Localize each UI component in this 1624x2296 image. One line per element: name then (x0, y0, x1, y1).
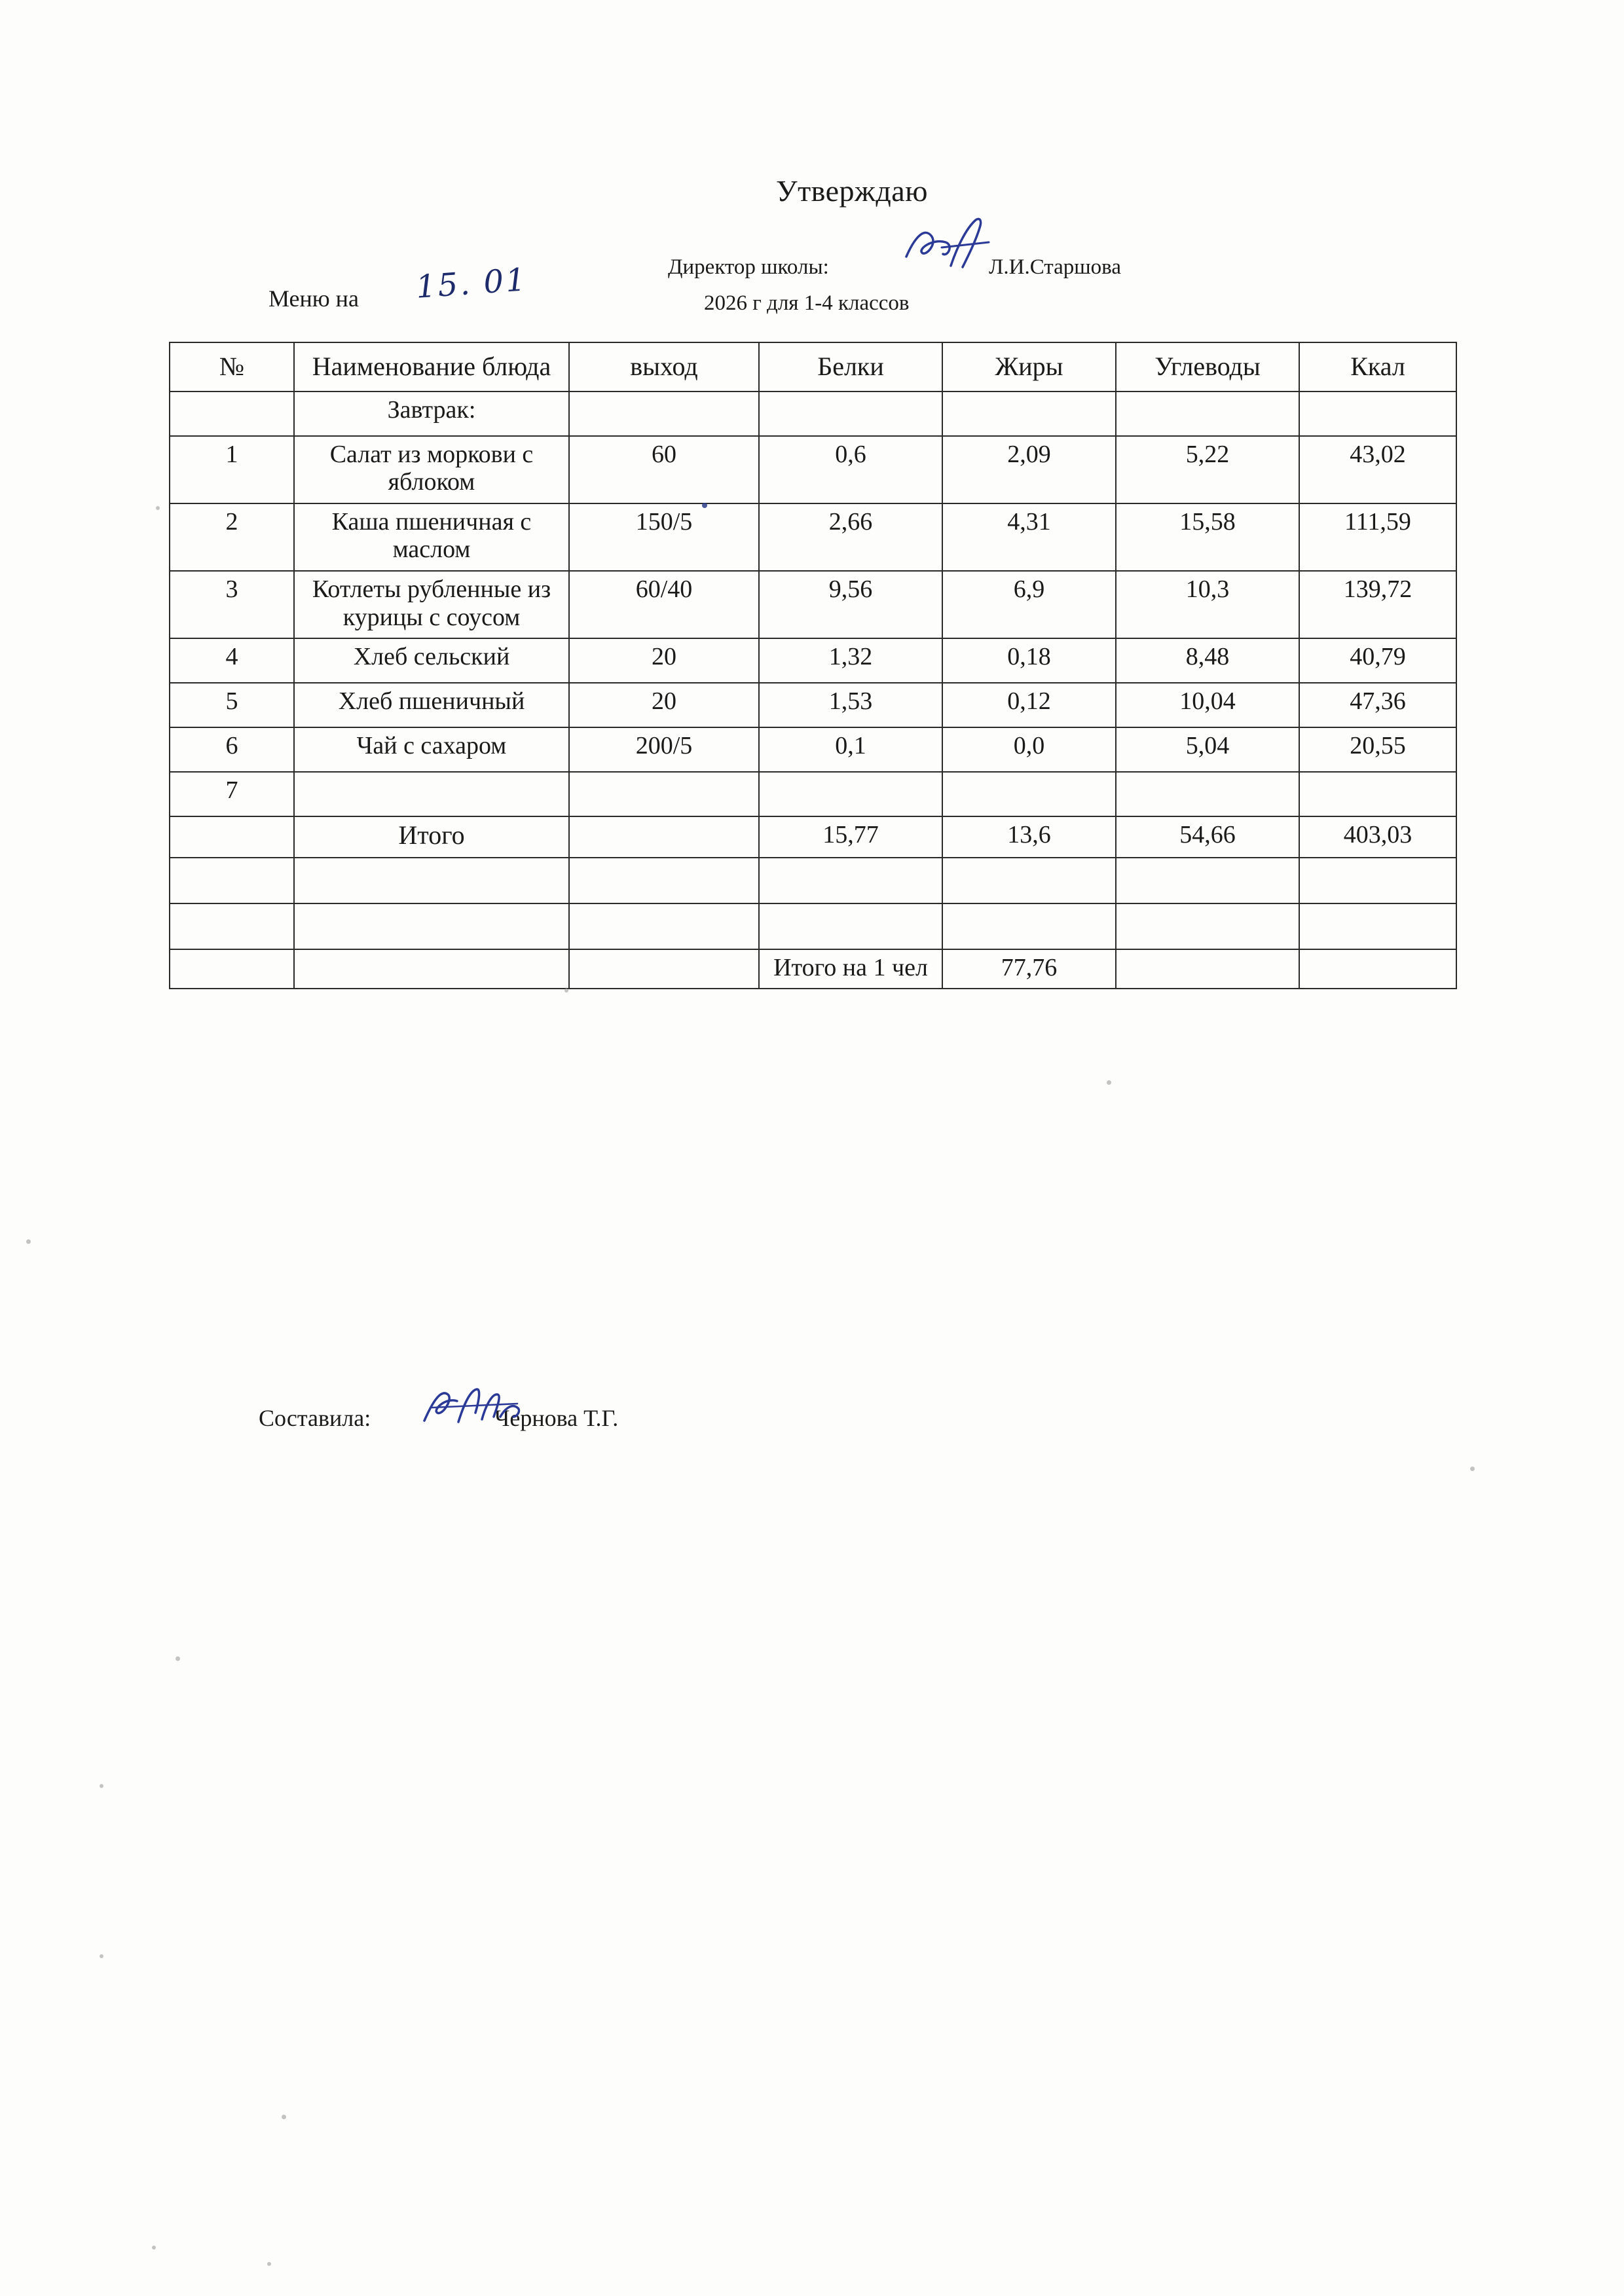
row-carb: 10,04 (1116, 683, 1299, 727)
row-output: 60 (569, 436, 759, 503)
total-protein: 15,77 (759, 816, 942, 858)
col-header-carb: Углеводы (1116, 342, 1299, 392)
total-carb: 54,66 (1116, 816, 1299, 858)
row-output: 20 (569, 683, 759, 727)
blank-cell (759, 858, 942, 903)
blank-cell (569, 903, 759, 949)
blank-cell (942, 903, 1116, 949)
school-year-line: 2026 г для 1-4 классов (704, 291, 910, 315)
per-person-kcal-cell (1299, 949, 1456, 989)
table-row (170, 683, 1456, 727)
total-num-cell (170, 816, 294, 858)
blank-cell (294, 858, 569, 903)
total-row (170, 816, 1456, 858)
meal-label-cell: Завтрак: (294, 392, 569, 436)
blank-cell (1116, 903, 1299, 949)
blank-cell (1299, 858, 1456, 903)
row-output: 20 (569, 638, 759, 683)
scan-speck (100, 1784, 103, 1788)
row-carb: 8,48 (1116, 638, 1299, 683)
row-carb: 15,58 (1116, 503, 1299, 571)
row-num: 6 (170, 727, 294, 772)
meal-out-cell (569, 392, 759, 436)
table-row (170, 571, 1456, 638)
table-header-row (170, 342, 1456, 392)
per-person-value: 77,76 (942, 949, 1116, 989)
row-kcal: 111,59 (1299, 503, 1456, 571)
table-row (170, 772, 1456, 816)
row-num: 2 (170, 503, 294, 571)
per-person-out-cell (569, 949, 759, 989)
meal-carb-cell (1116, 392, 1299, 436)
blank-cell (170, 858, 294, 903)
row-fat: 4,31 (942, 503, 1116, 571)
table-row (170, 503, 1456, 571)
row-num: 7 (170, 772, 294, 816)
compiled-by-label: Составила: (259, 1405, 371, 1431)
row-output: 150/5 (569, 503, 759, 571)
meal-section-row (170, 392, 1456, 436)
row-protein (759, 772, 942, 816)
per-person-carb-cell (1116, 949, 1299, 989)
col-header-num: № (170, 342, 294, 392)
blank-cell (1299, 903, 1456, 949)
row-num: 3 (170, 571, 294, 638)
row-carb (1116, 772, 1299, 816)
row-protein: 0,1 (759, 727, 942, 772)
row-fat: 2,09 (942, 436, 1116, 503)
table-row (170, 727, 1456, 772)
menu-table (169, 342, 1457, 989)
per-person-label: Итого на 1 чел (759, 949, 942, 989)
row-dish-name: Каша пшеничная с маслом (294, 503, 569, 571)
row-protein: 0,6 (759, 436, 942, 503)
meal-kcal-cell (1299, 392, 1456, 436)
blank-cell (1116, 858, 1299, 903)
table-row (170, 436, 1456, 503)
row-kcal: 47,36 (1299, 683, 1456, 727)
director-name: Л.И.Старшова (989, 255, 1121, 279)
row-fat: 0,0 (942, 727, 1116, 772)
row-protein: 1,32 (759, 638, 942, 683)
row-kcal: 40,79 (1299, 638, 1456, 683)
row-dish-name (294, 772, 569, 816)
blank-row (170, 903, 1456, 949)
total-label: Итого (294, 816, 569, 858)
row-fat: 6,9 (942, 571, 1116, 638)
row-fat: 0,12 (942, 683, 1116, 727)
scan-speck (156, 506, 160, 510)
blank-cell (569, 858, 759, 903)
meal-fat-cell (942, 392, 1116, 436)
meal-num-cell (170, 392, 294, 436)
per-person-row (170, 949, 1456, 989)
scan-speck (267, 2262, 271, 2266)
row-carb: 10,3 (1116, 571, 1299, 638)
blank-cell (942, 858, 1116, 903)
total-kcal: 403,03 (1299, 816, 1456, 858)
scan-speck (1107, 1080, 1111, 1085)
col-header-name: Наименование блюда (294, 342, 569, 392)
row-kcal: 43,02 (1299, 436, 1456, 503)
table-row (170, 638, 1456, 683)
blank-cell (294, 903, 569, 949)
total-fat: 13,6 (942, 816, 1116, 858)
row-dish-name: Хлеб сельский (294, 638, 569, 683)
total-output-cell (569, 816, 759, 858)
blank-row (170, 858, 1456, 903)
menu-date-label: Меню на (268, 285, 359, 312)
row-fat: 0,18 (942, 638, 1116, 683)
col-header-kcal: Ккал (1299, 342, 1456, 392)
row-carb: 5,04 (1116, 727, 1299, 772)
scan-speck (702, 503, 707, 508)
per-person-num-cell (170, 949, 294, 989)
per-person-name-cell (294, 949, 569, 989)
row-protein: 2,66 (759, 503, 942, 571)
col-header-out: выход (569, 342, 759, 392)
scan-speck (564, 989, 568, 993)
row-output: 60/40 (569, 571, 759, 638)
row-protein: 9,56 (759, 571, 942, 638)
blank-cell (759, 903, 942, 949)
row-num: 1 (170, 436, 294, 503)
row-num: 4 (170, 638, 294, 683)
row-num: 5 (170, 683, 294, 727)
row-dish-name: Салат из моркови с яблоком (294, 436, 569, 503)
row-kcal: 139,72 (1299, 571, 1456, 638)
col-header-fat: Жиры (942, 342, 1116, 392)
scan-speck (282, 2115, 286, 2119)
row-kcal (1299, 772, 1456, 816)
row-carb: 5,22 (1116, 436, 1299, 503)
row-output (569, 772, 759, 816)
scan-speck (175, 1656, 180, 1661)
row-protein: 1,53 (759, 683, 942, 727)
scan-speck (152, 2246, 156, 2250)
row-output: 200/5 (569, 727, 759, 772)
meal-protein-cell (759, 392, 942, 436)
scan-speck (100, 1954, 103, 1958)
scan-speck (1470, 1467, 1475, 1471)
row-dish-name: Хлеб пшеничный (294, 683, 569, 727)
row-dish-name: Чай с сахаром (294, 727, 569, 772)
director-label: Директор школы: (668, 255, 829, 279)
col-header-protein: Белки (759, 342, 942, 392)
blank-cell (170, 903, 294, 949)
compiled-by-name: Чернова Т.Г. (494, 1405, 619, 1431)
row-dish-name: Котлеты рубленные из курицы с соусом (294, 571, 569, 638)
menu-date-value: 15. 01 (415, 261, 529, 306)
row-kcal: 20,55 (1299, 727, 1456, 772)
row-fat (942, 772, 1116, 816)
scan-speck (26, 1239, 31, 1244)
approval-title: Утверждаю (776, 174, 929, 208)
